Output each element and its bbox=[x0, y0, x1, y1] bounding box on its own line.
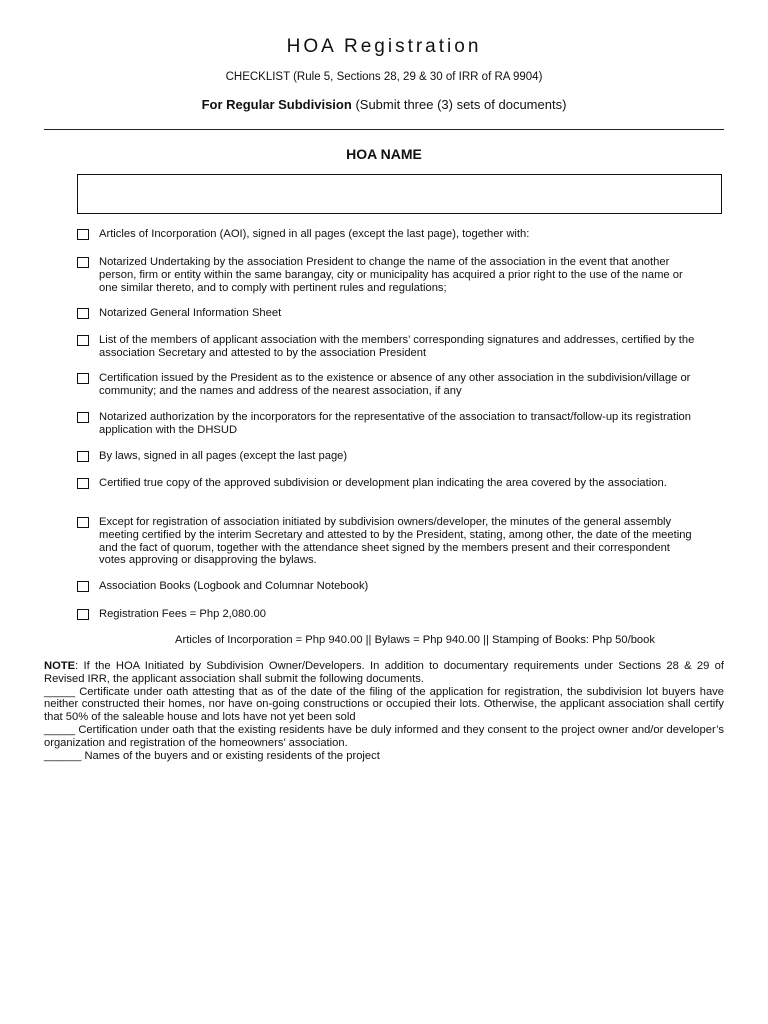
checkbox[interactable] bbox=[77, 335, 89, 346]
checklist-reference: CHECKLIST (Rule 5, Sections 28, 29 & 30 of IRR of RA 9904) bbox=[225, 71, 543, 83]
checklist-item-text: By laws, signed in all pages (except the last page) bbox=[99, 450, 348, 462]
checklist-item-text: Articles of Incorporation (AOI), signed in all pages (except the last page), together with: bbox=[99, 228, 530, 240]
checklist-item-text: Certified true copy of the approved subdivision or development plan indicating the area covered by the association. bbox=[99, 477, 667, 489]
checklist-item-text: Association Books (Logbook and Columnar Notebook) bbox=[99, 580, 369, 592]
checkbox[interactable] bbox=[77, 609, 89, 620]
checklist-item-text: Certification issued by the President as to the existence or absence of any other association in the subdivision/village or community; and the names and address of the nearest association, if any bbox=[99, 372, 691, 397]
note-section bbox=[44, 660, 724, 762]
checkbox[interactable] bbox=[77, 581, 89, 592]
checklist-item-text: List of the members of applicant association with the members’ corresponding signatures and addresses, certified by the association Secretary and attested to by the association President bbox=[99, 334, 695, 359]
hoa-name-field[interactable] bbox=[77, 174, 722, 214]
checklist-item-text: Notarized General Information Sheet bbox=[99, 307, 282, 319]
header-divider bbox=[44, 129, 724, 130]
checklist-item-text: Notarized authorization by the incorporators for the representative of the association to transact/follow-up its registration application with the DHSUD bbox=[99, 411, 692, 436]
subdivision-type-bold: For Regular Subdivision bbox=[201, 97, 352, 112]
checklist-item-text: Registration Fees = Php 2,080.00 bbox=[99, 608, 266, 620]
note-requirement: _____ Certification under oath that the existing residents have be duly informed and they consent to the project owner and/or developer’s organization and registration of the homeowners’ association. bbox=[44, 723, 724, 749]
checkbox[interactable] bbox=[77, 373, 89, 384]
note-intro-text: : If the HOA Initiated by Subdivision Owner/Developers. In addition to documentary requirements under Sections 28 & 29 of Revised IRR, the applicant association shall submit the following documents. bbox=[44, 660, 724, 685]
subdivision-type-line bbox=[0, 97, 768, 112]
checkbox[interactable] bbox=[77, 478, 89, 489]
note-requirement: _____ Certificate under oath attesting that as of the date of the filing of the application for registration, the subdivision lot buyers have neither constructed their homes, nor have on-going constructions or occupied their lots. Otherwise, the applicant association shall certify that 50% of the saleable house and lots have not yet been sold bbox=[44, 685, 724, 724]
note-intro bbox=[44, 660, 724, 686]
note-label: NOTE bbox=[44, 660, 76, 672]
fees-breakdown: Articles of Incorporation = Php 940.00 || Bylaws = Php 940.00 || Stamping of Books: Php 50/book bbox=[175, 634, 655, 646]
checkbox[interactable] bbox=[77, 451, 89, 462]
note-requirement: ______ Names of the buyers and or existing residents of the project bbox=[44, 749, 380, 762]
checkbox[interactable] bbox=[77, 517, 89, 528]
subdivision-type-instructions: (Submit three (3) sets of documents) bbox=[355, 97, 567, 112]
checkbox[interactable] bbox=[77, 308, 89, 319]
checkbox[interactable] bbox=[77, 257, 89, 268]
checklist-item-text: Notarized Undertaking by the association President to change the name of the association in the event that another person, firm or entity within the same barangay, city or municipality has acquired a prior right to the use of the name or one similar thereto, and to comply with pertinent rules and regulations; bbox=[99, 256, 683, 294]
checkbox[interactable] bbox=[77, 229, 89, 240]
page-title: HOA Registration bbox=[286, 36, 482, 57]
checkbox[interactable] bbox=[77, 412, 89, 423]
hoa-name-label: HOA NAME bbox=[346, 146, 422, 162]
checklist-item-text: Except for registration of association initiated by subdivision owners/developer, the minutes of the general assembly meeting certified by the interim Secretary and attested to by the President, stating, among other, the date of the meeting and the fact of quorum, together with the attendance sheet signed by the members present and their correspondent votes approving or disapproving the bylaws. bbox=[99, 516, 692, 567]
